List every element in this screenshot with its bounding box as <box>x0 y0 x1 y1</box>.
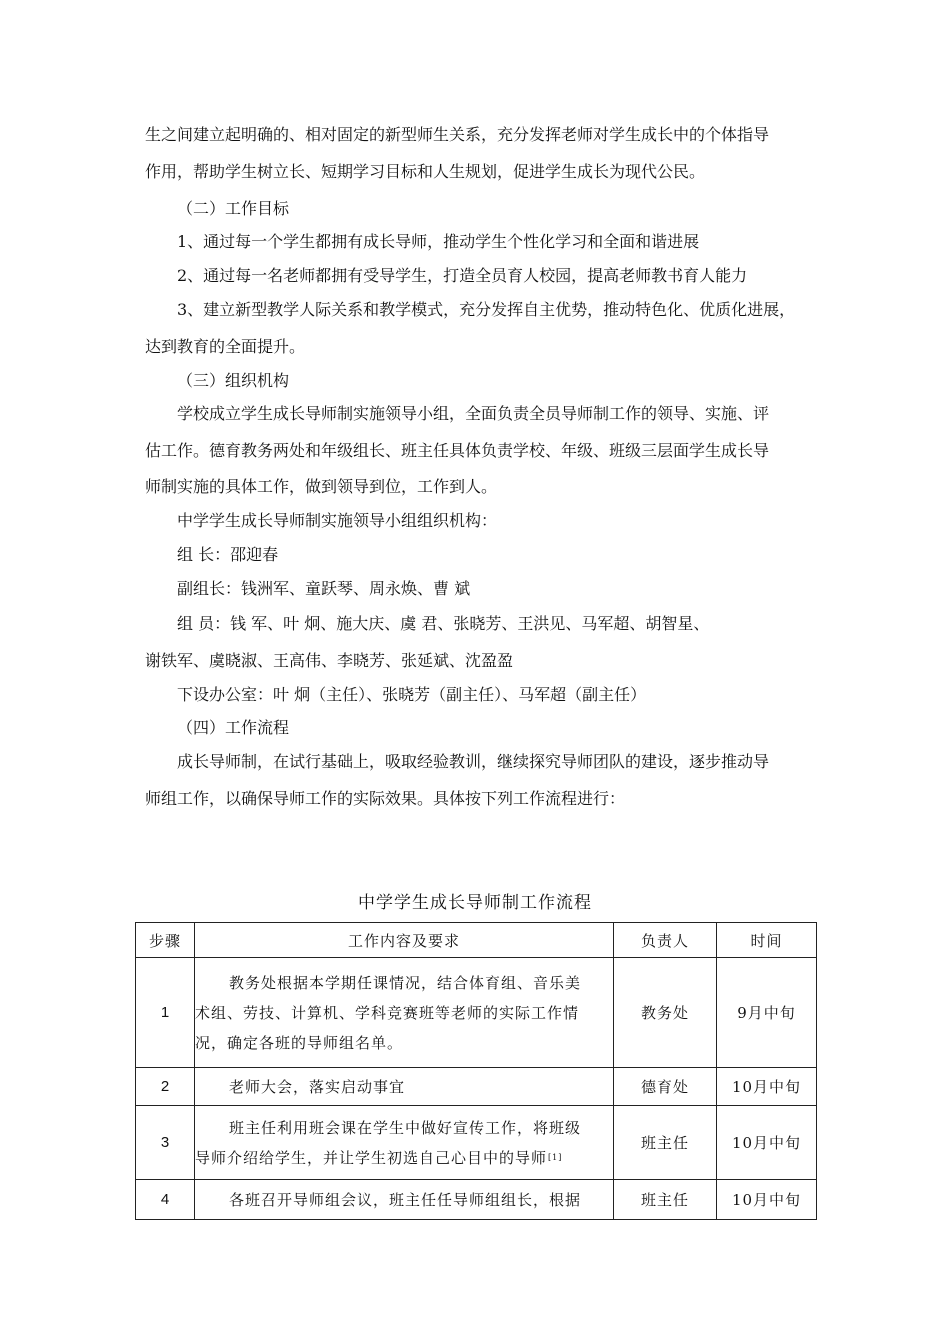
paragraph-line: 师组工作，以确保导师工作的实际效果。具体按下列工作流程进行： <box>145 789 626 808</box>
step-cell: 1 <box>136 958 195 1068</box>
content-text: 导师介绍给学生，并让学生初选自己心目中的导师 <box>195 1148 548 1167</box>
header-step: 步骤 <box>136 923 195 958</box>
footnote-ref[interactable]: [1] <box>548 1152 563 1162</box>
paragraph-line: 生之间建立起明确的、相对固定的新型师生关系，充分发挥老师对学生成长中的个体指导 <box>145 125 770 144</box>
content-cell <box>195 1180 614 1220</box>
content-line: 各班召开导师组会议，班主任任导师组组长，根据 <box>229 1190 582 1209</box>
content-line: 教务处根据本学期任课情况，结合体育组、音乐美 <box>229 973 582 992</box>
org-office: 下设办公室：叶 炯（主任）、张晓芳（副主任）、马军超（副主任） <box>177 685 647 704</box>
content-cell <box>195 1106 614 1180</box>
table-title: 中学学生成长导师制工作流程 <box>358 893 592 913</box>
owner-cell: 班主任 <box>614 1180 717 1220</box>
content-line <box>195 1143 613 1173</box>
org-leader: 组 长：邵迎春 <box>177 545 279 564</box>
content-line: 班主任利用班会课在学生中做好宣传工作，将班级 <box>229 1118 582 1137</box>
paragraph-line: 作用，帮助学生树立长、短期学习目标和人生规划，促进学生成长为现代公民。 <box>145 162 706 181</box>
owner-cell: 班主任 <box>614 1106 717 1180</box>
content-line: 术组、劳技、计算机、学科竞赛班等老师的实际工作情 <box>195 1003 580 1022</box>
step-cell: 2 <box>136 1068 195 1106</box>
paragraph-line: 师制实施的具体工作，做到领导到位，工作到人。 <box>145 477 498 496</box>
content-line: 况，确定各班的导师组名单。 <box>195 1033 404 1052</box>
list-item: 1、通过每一个学生都拥有成长导师，推动学生个性化学习和全面和谐进展 <box>177 232 700 251</box>
time-cell: 9月中旬 <box>717 958 817 1068</box>
workflow-table <box>135 922 817 1220</box>
table-row <box>136 1106 817 1180</box>
time-cell: 10月中旬 <box>717 1180 817 1220</box>
list-item: 3、建立新型教学人际关系和教学模式，充分发挥自主优势，推动特色化、优质化进展， <box>177 300 796 319</box>
section-heading: （二）工作目标 <box>177 199 290 218</box>
list-item: 2、通过每一名老师都拥有受导学生，打造全员育人校园，提高老师教书育人能力 <box>177 266 748 285</box>
header-content: 工作内容及要求 <box>195 923 614 958</box>
content-line: 老师大会，落实启动事宜 <box>229 1077 406 1096</box>
table-row <box>136 958 817 1068</box>
paragraph-line: 达到教育的全面提升。 <box>145 337 306 356</box>
section-heading: （三）组织机构 <box>177 371 290 390</box>
header-owner: 负责人 <box>614 923 717 958</box>
step-cell: 3 <box>136 1106 195 1180</box>
content-cell <box>195 1068 614 1106</box>
org-deputy: 副组长：钱洲军、童跃琴、周永焕、曹 斌 <box>177 579 471 598</box>
owner-cell: 教务处 <box>614 958 717 1068</box>
paragraph-line: 学校成立学生成长导师制实施领导小组，全面负责全员导师制工作的领导、实施、评 <box>177 404 770 423</box>
table-header-row <box>136 923 817 958</box>
org-members-cont: 谢铁军、虞晓淑、王高伟、李晓芳、张延斌、沈盈盈 <box>145 651 514 670</box>
table-row <box>136 1068 817 1106</box>
owner-cell: 德育处 <box>614 1068 717 1106</box>
step-cell: 4 <box>136 1180 195 1220</box>
time-cell: 10月中旬 <box>717 1106 817 1180</box>
header-time: 时间 <box>717 923 817 958</box>
paragraph-line: 中学学生成长导师制实施领导小组组织机构： <box>177 511 498 530</box>
content-cell <box>195 958 614 1068</box>
paragraph-line: 成长导师制，在试行基础上，吸取经验教训，继续探究导师团队的建设，逐步推动导 <box>177 752 770 771</box>
table-row <box>136 1180 817 1220</box>
section-heading: （四）工作流程 <box>177 718 290 737</box>
org-members: 组 员：钱 军、叶 炯、施大庆、虞 君、张晓芳、王洪见、马军超、胡智星、 <box>177 614 710 633</box>
paragraph-line: 估工作。德育教务两处和年级组长、班主任具体负责学校、年级、班级三层面学生成长导 <box>145 441 770 460</box>
time-cell: 10月中旬 <box>717 1068 817 1106</box>
